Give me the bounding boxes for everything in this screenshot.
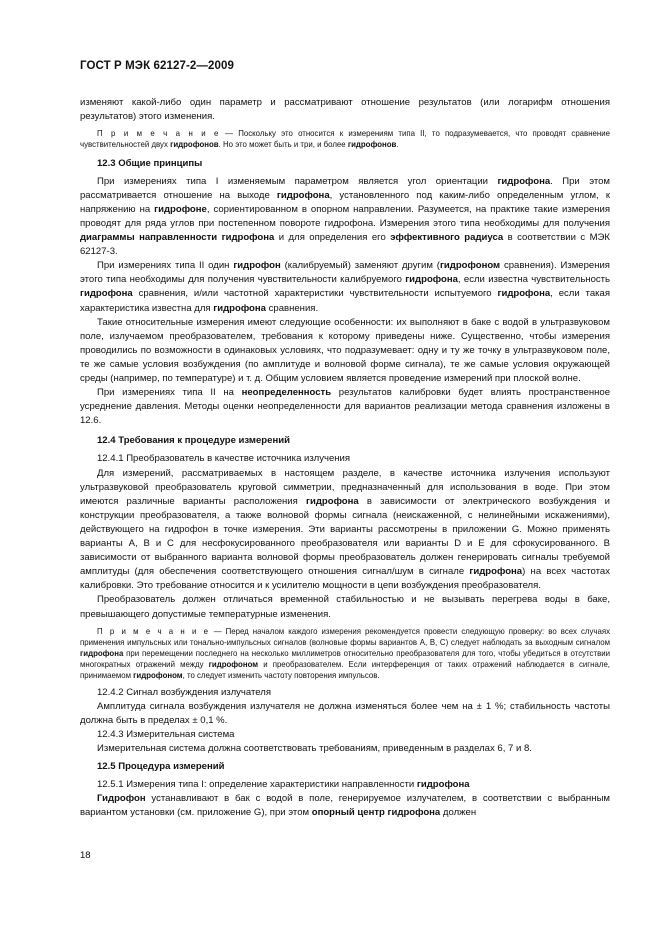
text-run: — Поскольку это относится к измерениям типа II, то подразумевается, что проводят сравнение чувствительностей двух [80, 129, 610, 150]
text-run: . При этом рассматривается отношение на выходе [80, 175, 610, 201]
bold-term: гидрофона [80, 288, 133, 300]
text-run: , если такая характеристика известна для [80, 288, 611, 314]
subsection-heading [80, 452, 610, 466]
standard-header: ГОСТ Р МЭК 62127-2—2009 [80, 60, 234, 72]
bold-term: гидрофона [80, 649, 124, 658]
text-run: устанавливают в бак с водой в поле, генерируемое излучателем, в соответствии с выбранным вариантом установки (см. приложение G), при этом [80, 793, 610, 819]
text-run: 12.4 Требования к процедуре измерений [97, 435, 290, 447]
text-run: При измерениях типа II на [97, 387, 242, 399]
text-run: 12.3 Общие принципы [97, 157, 203, 169]
paragraph [80, 700, 610, 728]
text-run: сравнения. [265, 302, 319, 314]
paragraph [80, 386, 610, 428]
document-page [80, 60, 610, 820]
note [80, 626, 610, 682]
subsection-heading [80, 778, 610, 792]
bold-term: гидрофона [469, 566, 523, 578]
page-number: 18 [80, 850, 91, 861]
text-run: (калибруемый) заменяют другим ( [280, 260, 440, 272]
bold-term: гидрофоне [154, 203, 207, 215]
text-run: При измерениях типа II один [97, 260, 234, 272]
bold-term: гидрофоном [208, 660, 259, 670]
text-run: При измерениях типа I изменяемым параметром является угол ориентации [97, 175, 498, 187]
text-run: в зависимости от электрического возбуждения и конструкции преобразователя, а также волновой формы сигнала (неискаженной, с нелинейными искажениями), действующего на гидрофон в точке измерения. Эти варианты рассмотрены в приложении G. Можно применять варианты A, B и C для несфокусированного преобразователя или варианты D и E для сфокусированного. В зависимости от выбранного варианта волновой формы преобразователь должен генерировать сигналы требуемой амплитуды (для обеспечения соответствующего отношения сигнал/шум в сигнале [80, 495, 611, 578]
text-run: должен [440, 807, 477, 819]
paragraph [80, 96, 610, 124]
text-run: , то следует изменить частоту повторения импульсов. [182, 671, 380, 681]
text-run: результатов калибровки будет влиять пространственное усреднение давления. Методы оценки неопределенности для вариантов реализации метода сравнения изложены в 12.6. [80, 387, 611, 427]
text-run: 12.4.1 Преобразователь в качестве источника излучения [97, 453, 351, 465]
bold-term: гидрофонов [170, 140, 219, 150]
bold-term: диаграммы направленности гидрофона [80, 232, 275, 244]
bold-term: гидрофоном [439, 260, 501, 272]
text-run: 12.4.3 Измерительная система [97, 728, 235, 740]
text-run: и преобразователем. Если интерференция от таких отражений наблюдается в сигнале, принимаемом [80, 660, 610, 681]
note [80, 128, 610, 150]
text-run: Амплитуда сигнала возбуждения излучателя не должна изменяться более чем на ± 1 %; стабильность частоты должна быть в пределах ± 0,1 %. [80, 700, 610, 726]
bold-term: гидрофона [405, 274, 458, 286]
bold-term: гидрофона [497, 175, 551, 187]
bold-term: гидрофона [306, 495, 359, 507]
note-lead: П р и м е ч а н и е [97, 626, 210, 636]
text-run: . Но это может быть и три, и более [218, 140, 348, 150]
bold-term: гидрофон [233, 260, 281, 272]
text-run: при перемещении последнего на несколько миллиметров относительно преобразователя для того, чтобы убедиться в отсутствии многократных отражений между [80, 649, 610, 670]
text-run: Такие относительные измерения имеют следующие особенности: их выполняют в баке с водой в ультразвуковом поле, излучаемом преобразователем, требования к которому приведены ниже. Существенно, чтобы измерения проводились по возможности в одинаковых условиях, что подразумевает: одну и ту же точку в ультразвуковом поле, те же самые условия возбуждения (по амплитуде и волновой форме сигнала), те же самые условия окружающей среды (например, по температуре) и т. д. Общим условием является проведение измерений при плоской волне. [80, 316, 610, 384]
text-run: — Перед началом каждого измерения рекомендуется провести следующую проверку: во всех случаях применения импульсных или тонально-импульсных сигналов (волновые формы вариантов A, B, C) следует наблюдать за выходным сигналом [80, 626, 610, 647]
bold-term: опорный центр гидрофона [311, 807, 441, 819]
paragraph [80, 742, 610, 756]
bold-term: неопределенность [241, 387, 332, 399]
bold-term: гидрофона [276, 189, 330, 201]
bold-term: гидрофоном [133, 671, 183, 681]
bold-term: эффективного радиуса [390, 232, 504, 244]
text-run: 12.5.1 Измерения типа I: определение характеристики направленности [97, 779, 417, 791]
paragraph [80, 593, 610, 621]
paragraph [80, 259, 610, 315]
text-run: ) на всех частотах калибровки. Это требование относится и к усилителю мощности в цепи возбуждения преобразователя. [80, 566, 610, 592]
note-lead: П р и м е ч а н и е [97, 129, 220, 139]
subsection-heading [80, 686, 610, 700]
bold-term: гидрофона [213, 302, 266, 314]
text-run: , сориентированном в опорном направлении. Разумеется, на практике такие измерения проводят для ряда углов при постепенном повороте гидрофона. Измерения этого типа необходимы для получения [80, 203, 610, 229]
text-run: Преобразователь должен отличаться временной стабильностью и не вызывать перегрева воды в баке, превышающего допустимые температурные изменения. [80, 594, 610, 620]
bold-term: гидрофонов [347, 140, 397, 150]
text-run: сравнения, и/или частотной характеристики чувствительности испытуемого [132, 288, 498, 300]
text-run: , установленного под каким-либо определенным углом, к напряжению на [80, 189, 611, 215]
text-run: изменяют какой-либо один параметр и рассматривают отношение результатов (или логарифм отношения результатов) этого изменения. [80, 97, 610, 123]
section-heading [80, 760, 610, 774]
bold-term: гидрофона [416, 779, 470, 791]
text-run: Для измерений, рассматриваемых в настоящем разделе, в качестве источника излучения используют ультразвуковой преобразователь круговой симметрии, предназначенный для использования в воде. При этом имеются различные варианты расположения [80, 467, 610, 507]
text-run: сравнения). Измерения этого типа необходимы для получения чувствительности калибруемого [80, 260, 610, 286]
paragraph [80, 467, 610, 594]
subsection-heading [80, 728, 610, 742]
section-heading [80, 434, 610, 448]
text-run: 12.5 Процедура измерений [97, 761, 225, 773]
text-run: в соответствии с МЭК 62127-3. [80, 232, 610, 258]
text-run: , если известна чувствительность [457, 274, 611, 286]
text-run: 12.4.2 Сигнал возбуждения излучателя [97, 686, 271, 698]
text-run: и для определения его [274, 232, 391, 244]
bold-term: Гидрофон [97, 793, 146, 805]
bold-term: гидрофона [497, 288, 551, 300]
text-run: . [396, 140, 399, 150]
section-heading [80, 157, 610, 171]
text-run: Измерительная система должна соответствовать требованиям, приведенным в разделах 6, 7 и 8. [97, 742, 532, 754]
paragraph [80, 792, 610, 820]
paragraph [80, 175, 610, 260]
paragraph [80, 316, 610, 386]
